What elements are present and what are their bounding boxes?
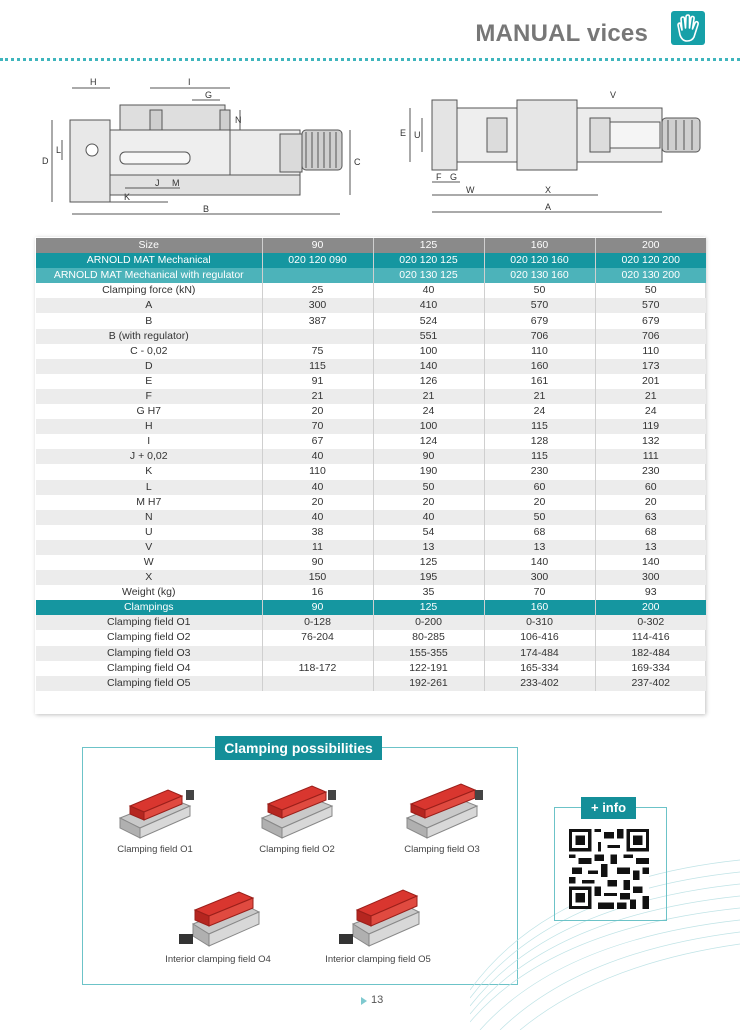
table-cell: 124 [373,434,484,449]
row-label: Clamping field O3 [36,646,262,661]
table-cell [262,676,373,691]
svg-text:K: K [124,192,131,202]
table-cell: 300 [484,570,595,585]
hand-icon [671,11,705,45]
table-row [36,540,706,555]
table-row [36,480,706,495]
table-cell: 140 [373,359,484,374]
table-row [36,298,706,313]
table-cell: 16 [262,585,373,600]
table-cell: 35 [373,585,484,600]
table-cell: 020 120 200 [595,253,706,268]
row-label: W [36,555,262,570]
page-number: 13 [371,994,384,1006]
table-cell: 20 [262,495,373,510]
vice-image [333,884,423,954]
row-label: Clamping field O2 [36,630,262,645]
size-125: 125 [373,238,484,253]
table-cell: 110 [484,344,595,359]
table-cell: 70 [484,585,595,600]
table-cell: 195 [373,570,484,585]
row-label: U [36,525,262,540]
header-divider [0,58,740,61]
table-cell: 201 [641,374,660,387]
table-cell: 60 [595,480,706,495]
vice-image [252,778,342,844]
table-cell: 233-402 [484,676,595,691]
page-title: MANUAL vices [475,20,648,47]
table-cell: 24 [484,404,595,419]
table-cell: 230 [484,464,595,479]
row-label: L [36,480,262,495]
table-cell: 21 [262,389,373,404]
row-label: Clamping field O1 [36,615,262,630]
row-label: H [36,419,262,434]
table-cell: 13 [373,540,484,555]
table-cell: 160 [484,359,595,374]
table-cell: 173 [595,359,706,374]
table-row [36,344,706,359]
svg-text:L: L [56,145,62,155]
table-cell: 93 [644,586,657,599]
svg-text:G: G [205,90,213,100]
row-label: Clamping field O4 [36,661,262,676]
info-title: + info [581,797,636,819]
table-cell: 24 [644,405,657,418]
table-cell: 60 [484,480,595,495]
table-cell: 0-310 [484,615,595,630]
table-cell: 115 [262,359,373,374]
table-cell: 38 [262,525,373,540]
table-cell: 387 [262,313,373,328]
table-cell: 020 130 125 [373,268,484,283]
table-cell: 230 [641,465,660,478]
clamping-item-label: Clamping field O1 [117,844,193,855]
clamping-field-o2 [247,778,347,855]
table-cell: 20 [262,404,373,419]
table-cell: 524 [373,313,484,328]
row-label: N [36,510,262,525]
svg-text:C: C [354,157,361,167]
table-cell: 126 [373,374,484,389]
table-row [36,495,706,510]
table-cell: 122-191 [373,661,484,676]
table-cell: 150 [262,570,373,585]
svg-text:J: J [155,178,160,188]
table-row [36,555,706,570]
table-cell: 20 [373,495,484,510]
qr-code-icon[interactable] [569,829,649,909]
table-cell: 50 [484,283,595,298]
row-label: Clamping field O5 [36,676,262,691]
table-cell: 140 [484,555,595,570]
size-160: 160 [484,238,595,253]
table-cell: 13 [595,540,706,555]
table-cell: 174-484 [484,646,595,661]
row-label: V [36,540,262,555]
table-cell: 119 [595,419,706,434]
table-cell: 100 [373,419,484,434]
table-cell: 75 [262,344,373,359]
svg-text:F: F [436,172,442,182]
table-cell: 80-285 [373,630,484,645]
table-row [36,630,706,645]
table-cell: 24 [373,404,484,419]
table-cell: 115 [484,419,595,434]
table-cell: 118-172 [262,661,373,676]
table-cell: 63 [595,510,706,525]
table-cell: 20 [644,495,657,508]
table-cell: 237-402 [595,676,706,691]
svg-text:H: H [90,77,97,87]
table-cell: 114-416 [631,631,670,644]
table-cell: 111 [595,449,706,464]
table-cell: 160 [484,600,595,615]
table-cell: 300 [262,298,373,313]
table-cell: 410 [373,298,484,313]
svg-text:M: M [172,178,180,188]
table-cell: 25 [262,283,373,298]
table-cell: 50 [373,480,484,495]
svg-text:I: I [188,77,191,87]
table-cell: 40 [373,283,484,298]
table-cell: 110 [642,344,660,357]
table-cell: 020 130 200 [595,268,706,283]
table-cell: 200 [595,600,706,615]
table-cell: 54 [373,525,484,540]
size-header: Size [36,238,262,253]
table-cell: 570 [595,298,706,313]
svg-text:N: N [235,115,242,125]
table-cell: 300 [595,570,706,585]
table-cell: 13 [484,540,595,555]
table-cell: 165-334 [484,661,595,676]
table-cell: 0-128 [262,615,373,630]
row-label: Clamping force (kN) [36,283,262,298]
table-row [36,419,706,434]
table-row [36,389,706,404]
table-cell: 68 [484,525,595,540]
table-row [36,570,706,585]
table-cell: 106-416 [484,630,595,645]
table-cell: 115 [484,449,595,464]
table-cell: 40 [262,449,373,464]
table-cell: 68 [644,525,657,538]
table-row [36,661,706,676]
row-label: K [36,464,262,479]
table-cell: 100 [373,344,484,359]
table-row [36,525,706,540]
table-cell: 70 [262,419,373,434]
table-cell: 551 [373,329,484,344]
table-row [36,283,706,298]
svg-text:G: G [450,172,458,182]
table-row [36,585,706,600]
row-label: B [36,313,262,328]
table-row [36,600,706,615]
table-cell: 40 [262,480,373,495]
table-cell: 706 [595,329,706,344]
row-label: X [36,570,262,585]
table-cell: 40 [262,510,373,525]
table-cell: 90 [262,600,373,615]
table-row [36,615,706,630]
table-cell [262,268,373,283]
row-label: I [36,434,262,449]
table-cell: 020 120 090 [262,253,373,268]
clamping-field-o1 [105,778,205,855]
table-row [36,313,706,328]
table-row [36,404,706,419]
vice-image [173,884,263,954]
table-cell: 90 [262,555,373,570]
table-row [36,646,706,661]
table-cell: 110 [262,464,373,479]
table-row [36,329,706,344]
row-label: ARNOLD MAT Mechanical [36,253,262,268]
table-cell: 0-302 [595,615,706,630]
table-row [36,253,706,268]
table-cell: 020 130 160 [484,268,595,283]
clamping-item-label: Interior clamping field O5 [325,954,431,965]
row-label: D [36,359,262,374]
svg-text:X: X [545,185,552,195]
table-cell: 706 [484,329,595,344]
row-label: G H7 [36,404,262,419]
table-row [36,510,706,525]
row-label: F [36,389,262,404]
svg-text:E: E [400,128,407,138]
technical-drawing [0,70,740,230]
table-cell: 020 120 125 [373,253,484,268]
row-label: E [36,374,262,389]
row-label: Weight (kg) [36,585,262,600]
table-row [36,676,706,691]
row-label: J + 0,02 [36,449,262,464]
spec-table [36,238,706,691]
row-label: M H7 [36,495,262,510]
table-cell: 679 [641,314,660,327]
svg-text:D: D [42,156,49,166]
row-label: B (with regulator) [36,329,262,344]
table-cell: 182-484 [595,646,706,661]
table-cell: 21 [484,389,595,404]
row-label: Clampings [36,600,262,615]
svg-text:W: W [466,185,475,195]
vice-image [397,778,487,844]
table-cell: 020 120 160 [484,253,595,268]
interior-clamping-field-o4 [158,884,278,965]
table-cell: 67 [262,434,373,449]
table-cell [262,646,373,661]
svg-text:A: A [545,202,552,212]
size-200: 200 [595,238,706,253]
table-header-row [36,238,706,253]
table-cell: 21 [373,389,484,404]
table-row [36,374,706,389]
table-cell: 90 [373,449,484,464]
table-row [36,359,706,374]
table-cell: 128 [484,434,595,449]
table-cell: 192-261 [373,676,484,691]
table-cell: 161 [484,374,595,389]
table-row [36,449,706,464]
svg-text:B: B [203,204,210,214]
table-cell: 190 [373,464,484,479]
table-cell: 21 [595,389,706,404]
clamping-item-label: Clamping field O3 [404,844,480,855]
table-cell: 11 [262,540,373,555]
table-cell: 155-355 [373,646,484,661]
size-90: 90 [262,238,373,253]
table-cell: 91 [262,374,373,389]
svg-text:V: V [610,90,617,100]
clamping-item-label: Clamping field O2 [259,844,335,855]
table-cell: 679 [484,313,595,328]
row-label: ARNOLD MAT Mechanical with regulator [36,268,262,283]
table-cell: 132 [641,435,660,448]
table-cell [262,329,373,344]
table-cell: 50 [484,510,595,525]
interior-clamping-field-o5 [318,884,438,965]
svg-text:U: U [414,130,421,140]
clamping-possibilities-title: Clamping possibilities [215,736,382,760]
table-cell: 40 [373,510,484,525]
row-label: C - 0,02 [36,344,262,359]
table-cell: 169-334 [631,661,671,674]
table-cell: 125 [373,600,484,615]
clamping-item-label: Interior clamping field O4 [165,954,271,965]
table-cell: 50 [644,284,657,297]
table-row [36,434,706,449]
table-row [36,464,706,479]
vice-image [110,778,200,844]
table-cell: 76-204 [262,630,373,645]
table-cell: 570 [484,298,595,313]
table-row [36,268,706,283]
table-cell: 140 [641,556,660,569]
table-cell: 20 [484,495,595,510]
table-cell: 0-200 [373,615,484,630]
table-cell: 125 [373,555,484,570]
row-label: A [36,298,262,313]
